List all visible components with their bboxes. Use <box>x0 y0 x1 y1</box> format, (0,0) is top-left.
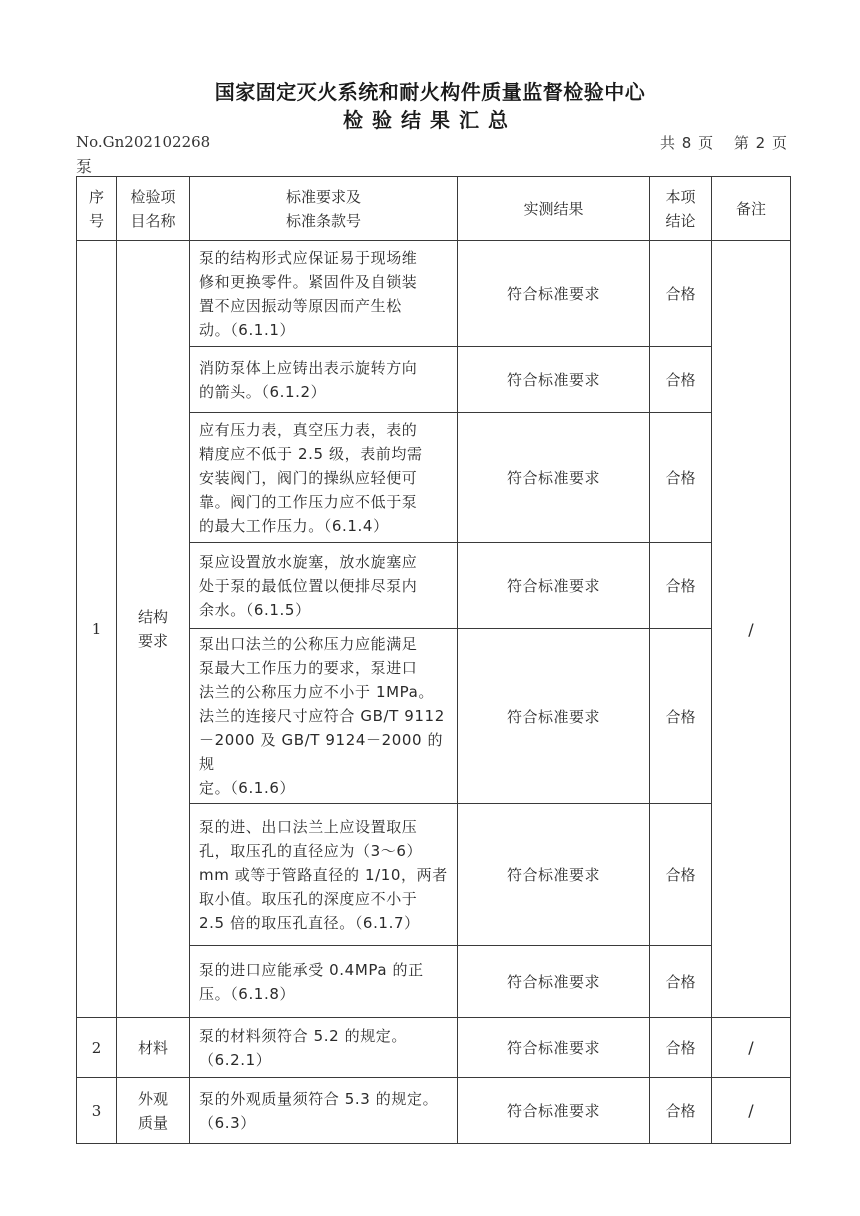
requirement-line: 泵的进、出口法兰上应设置取压 <box>199 817 418 836</box>
total-pages: 共 8 页 <box>660 134 715 152</box>
requirement-line: （6.2.1） <box>199 1050 272 1069</box>
standard-requirement <box>190 241 458 347</box>
standard-requirement <box>190 347 458 413</box>
requirement-line: 法兰的连接尺寸应符合 GB/T 9112 <box>199 707 445 725</box>
conclusion: 合格 <box>650 241 712 347</box>
header-conclusion: 本项 结论 <box>650 177 712 241</box>
requirement-line: 定。（6.1.6） <box>199 779 296 797</box>
conclusion: 合格 <box>650 946 712 1018</box>
standard-requirement <box>190 629 458 804</box>
header-seq: 序 号 <box>77 177 117 241</box>
conclusion: 合格 <box>650 347 712 413</box>
item-name-line: 质量 <box>137 1113 168 1132</box>
item-name-line: 结构 <box>137 608 168 626</box>
table-row <box>77 1018 791 1078</box>
report-title: 国家固定灭火系统和耐火构件质量监督检验中心 <box>214 80 646 104</box>
test-result: 符合标准要求 <box>458 347 650 413</box>
current-page: 第 2 页 <box>733 134 788 152</box>
table-row <box>77 1078 791 1144</box>
standard-requirement <box>190 1078 458 1144</box>
requirement-line: （6.3） <box>199 1113 256 1132</box>
conclusion: 合格 <box>650 1078 712 1144</box>
requirement-line: 2.5 倍的取压孔直径。（6.1.7） <box>199 913 420 932</box>
standard-requirement <box>190 1018 458 1078</box>
conclusion: 合格 <box>650 1018 712 1078</box>
header-remark: 备注 <box>712 177 791 241</box>
item-name-line: 材料 <box>137 1038 168 1057</box>
table-header-row <box>77 177 791 241</box>
standard-requirement <box>190 804 458 946</box>
requirement-line: 泵的材料须符合 5.2 的规定。 <box>199 1026 407 1045</box>
requirement-line: 泵最大工作压力的要求，泵进口 <box>199 659 418 677</box>
test-result: 符合标准要求 <box>458 1018 650 1078</box>
requirement-line: 消防泵体上应铸出表示旋转方向 <box>199 358 418 377</box>
requirement-line: 泵的进口应能承受 0.4MPa 的正 <box>199 960 424 979</box>
conclusion: 合格 <box>650 629 712 804</box>
conclusion: 合格 <box>650 543 712 629</box>
item-seq: 3 <box>77 1078 117 1144</box>
test-result: 符合标准要求 <box>458 629 650 804</box>
item-name <box>117 1078 190 1144</box>
requirement-line: 置不应因振动等原因而产生松 <box>199 296 402 315</box>
test-result: 符合标准要求 <box>458 804 650 946</box>
page-indicator <box>654 132 788 153</box>
remark: / <box>712 241 791 1018</box>
standard-requirement <box>190 946 458 1018</box>
requirement-line: 精度应不低于 2.5 级，表前均需 <box>199 444 423 463</box>
requirement-line: 余水。（6.1.5） <box>199 600 311 619</box>
remark: / <box>712 1018 791 1078</box>
requirement-line: 法兰的公称压力应不小于 1MPa。 <box>199 683 435 701</box>
test-result: 符合标准要求 <box>458 413 650 543</box>
standard-requirement <box>190 413 458 543</box>
item-seq: 1 <box>77 241 117 1018</box>
conclusion: 合格 <box>650 804 712 946</box>
item-name <box>117 1018 190 1078</box>
requirement-line: 孔，取压孔的直径应为（3～6） <box>199 841 423 860</box>
requirement-line: 泵的结构形式应保证易于现场维 <box>199 248 418 267</box>
results-table <box>76 176 791 1144</box>
requirement-line: 压。（6.1.8） <box>199 984 296 1003</box>
requirement-line: －2000 及 GB/T 9124－2000 的规 <box>199 731 444 773</box>
table-row <box>77 241 791 347</box>
item-name <box>117 241 190 1018</box>
product-name: 泵 <box>76 157 93 176</box>
header-standard: 标准要求及 标准条款号 <box>190 177 458 241</box>
remark: / <box>712 1078 791 1144</box>
requirement-line: 动。（6.1.1） <box>199 320 296 339</box>
test-result: 符合标准要求 <box>458 1078 650 1144</box>
header-result: 实测结果 <box>458 177 650 241</box>
standard-requirement <box>190 543 458 629</box>
requirement-line: 应有压力表，真空压力表，表的 <box>199 420 418 439</box>
report-subtitle: 检验结果汇总 <box>343 108 517 132</box>
requirement-line: 泵出口法兰的公称压力应能满足 <box>199 635 418 653</box>
requirement-line: 泵应设置放水旋塞，放水旋塞应 <box>199 552 418 571</box>
report-number: No.Gn202102268 <box>76 133 211 151</box>
test-result: 符合标准要求 <box>458 543 650 629</box>
requirement-line: 取小值。取压孔的深度应不小于 <box>199 889 418 908</box>
requirement-line: 泵的外观质量须符合 5.3 的规定。 <box>199 1089 439 1108</box>
requirement-line: 修和更换零件。紧固件及自锁装 <box>199 272 418 291</box>
item-seq: 2 <box>77 1018 117 1078</box>
item-name-line: 外观 <box>137 1089 168 1108</box>
requirement-line: 靠。阀门的工作压力应不低于泵 <box>199 492 418 511</box>
requirement-line: 的箭头。（6.1.2） <box>199 382 327 401</box>
requirement-line: 处于泵的最低位置以便排尽泵内 <box>199 576 418 595</box>
requirement-line: 安装阀门，阀门的操纵应轻便可 <box>199 468 418 487</box>
header-item: 检验项 目名称 <box>117 177 190 241</box>
test-result: 符合标准要求 <box>458 946 650 1018</box>
item-name-line: 要求 <box>137 632 168 650</box>
conclusion: 合格 <box>650 413 712 543</box>
requirement-line: 的最大工作压力。（6.1.4） <box>199 516 389 535</box>
test-result: 符合标准要求 <box>458 241 650 347</box>
requirement-line: mm 或等于管路直径的 1/10，两者 <box>199 865 448 884</box>
